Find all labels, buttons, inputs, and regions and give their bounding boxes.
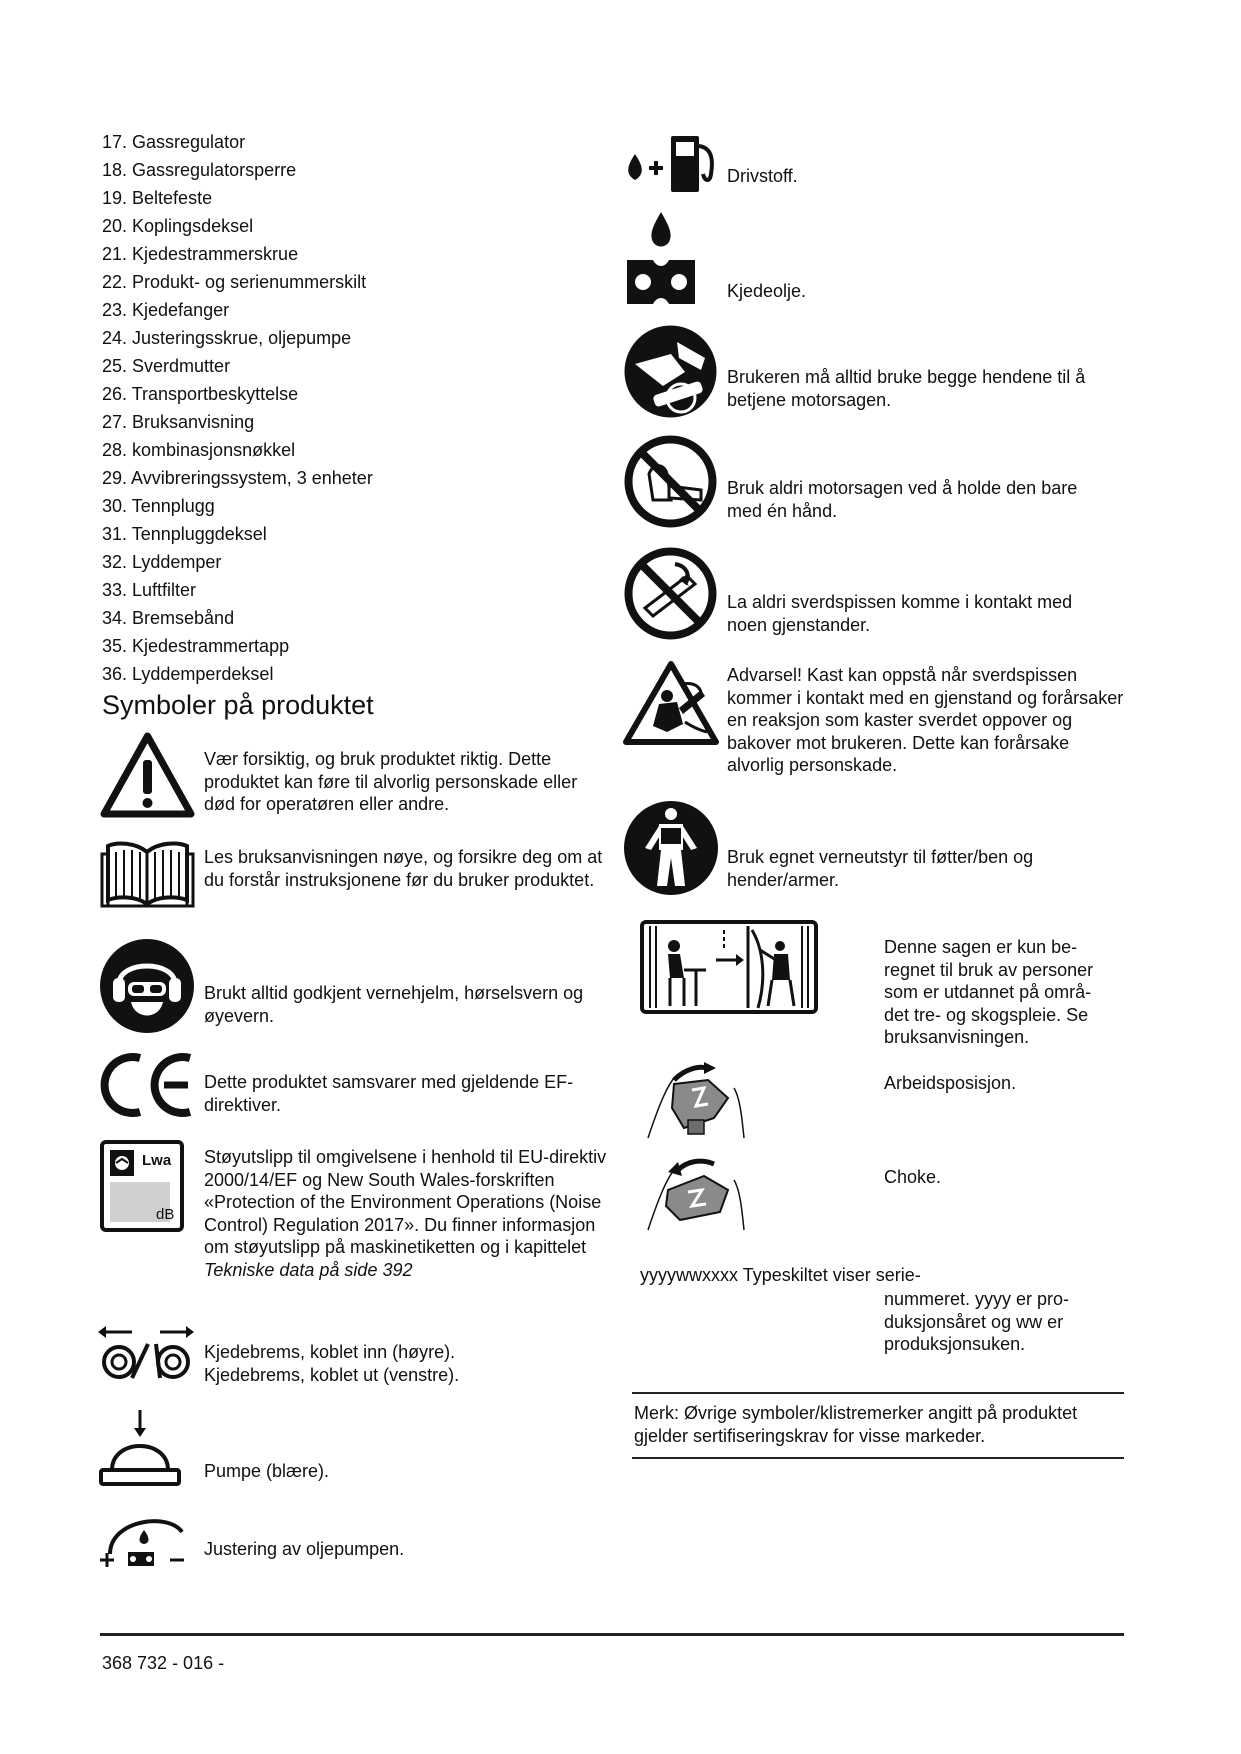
list-item: 20. Koplingsdeksel <box>102 216 254 236</box>
one-hand-prohibited-icon <box>623 434 718 529</box>
trained-text <box>884 936 1124 1049</box>
fuel-icon <box>623 128 719 198</box>
chainoil-text: Kjedeolje. <box>727 281 807 301</box>
trained-line-2: regnet til bruk av personer <box>884 959 1094 980</box>
type-plate-line <box>640 1264 1100 1287</box>
list-item: 27. Bruksanvisning <box>102 412 255 432</box>
work-position-icon <box>644 1058 754 1148</box>
primer-pump-icon <box>98 1408 182 1490</box>
oil-pump-adjust-icon <box>98 1510 194 1570</box>
pump-text: Pumpe (blære). <box>204 1461 330 1481</box>
lwa-label: Lwa <box>142 1152 172 1169</box>
choke-text: Choke. <box>884 1167 942 1187</box>
list-item: 26. Transportbeskyttelse <box>102 384 299 404</box>
list-item: 25. Sverdmutter <box>102 356 231 376</box>
kickback-text: Advarsel! Kast kan oppstå når sverdspissen kommer i kontakt med en gjenstand og forårsaker en reaksjon som kaster sverdet oppover og bakover mot brukeren. Dette kan forårsake alvorlig personskade. <box>727 665 1124 775</box>
footer-page-code: 368 732 - 016 - <box>102 1653 225 1673</box>
trained-line-3: som er utdannet på områ- <box>884 982 1092 1002</box>
note <box>634 1402 1124 1447</box>
list-item: 17. Gassregulator <box>102 132 246 152</box>
trained-line-5: bruksanvisningen. <box>884 1027 1030 1047</box>
warning-text: Vær forsiktig, og bruk produktet riktig. Dette produktet kan føre til alvorlig personskade eller død for operatøren eller andre. <box>204 749 578 814</box>
list-item: 32. Lyddemper <box>102 552 222 572</box>
list-item: 33. Luftfilter <box>102 580 197 600</box>
chainbrake-text-1: Kjedebrems, koblet inn (høyre). <box>204 1342 456 1362</box>
note-label: Merk: <box>634 1403 679 1423</box>
tip-contact-text: La aldri sverdspissen komme i kontakt med noen gjenstander. <box>727 592 1073 635</box>
list-item: 36. Lyddemperdeksel <box>102 664 274 684</box>
ppe-icon <box>623 800 719 896</box>
type-line-2: nummeret. yyyy er pro- <box>884 1289 1070 1309</box>
list-item: 34. Bremsebånd <box>102 608 235 628</box>
list-item: 29. Avvibreringssystem, 3 enheter <box>102 468 373 488</box>
both-hands-icon <box>623 324 718 419</box>
chain-oil-icon <box>623 210 699 306</box>
db-label: dB <box>156 1206 175 1223</box>
type-line-3: duksjonsåret og ww er <box>884 1311 1064 1332</box>
technical-data-link[interactable]: Tekniske data på side 392 <box>204 1259 413 1280</box>
trained-personnel-icon <box>640 920 818 1014</box>
type-line-1: Typeskiltet viser serie- <box>742 1265 921 1285</box>
list-item: 23. Kjedefanger <box>102 300 230 320</box>
list-item: 35. Kjedestrammertapp <box>102 636 290 656</box>
ce-mark-icon <box>100 1052 195 1118</box>
parts-list <box>102 128 373 688</box>
work-position-text: Arbeidsposisjon. <box>884 1073 1017 1093</box>
note-text: Øvrige symboler/klistremerker angitt på produktet gjelder sertifiseringskrav for visse markeder. <box>634 1403 1078 1446</box>
tip-contact-prohibited-icon <box>623 546 718 641</box>
list-item: 28. kombinasjonsnøkkel <box>102 440 296 460</box>
section-heading: Symboler på produktet <box>102 690 374 720</box>
ce-text: Dette produktet samsvarer med gjeldende EF-direktiver. <box>204 1072 574 1115</box>
type-code: yyyywwxxxx <box>640 1265 738 1285</box>
noise-text-body: Støyutslipp til omgivelsene i henhold til EU-direktiv 2000/14/EF og New South Wales-forskriften «Protection of the Environment Operations (Noise Control) Regulation 2017». Du finner informasjon om støyutslipp på maskinetiketten og i kapittelet <box>204 1147 607 1257</box>
chainbrake-text-2: Kjedebrems, koblet ut (venstre). <box>204 1365 460 1385</box>
kickback-warning-icon <box>623 660 719 746</box>
list-item: 30. Tennplugg <box>102 496 215 516</box>
both-hands-text: Brukeren må alltid bruke begge hendene til å betjene motorsagen. <box>727 367 1086 410</box>
protective-equipment-icon <box>99 938 195 1034</box>
fuel-text: Drivstoff. <box>727 166 798 186</box>
type-line-4: produksjonsuken. <box>884 1334 1026 1354</box>
list-item: 31. Tennpluggdeksel <box>102 524 267 544</box>
list-item: 24. Justeringsskrue, oljepumpe <box>102 328 352 348</box>
note-bottom-rule <box>632 1457 1124 1459</box>
ppe-text: Bruk egnet verneutstyr til føtter/ben og hender/armer. <box>727 847 1034 890</box>
one-hand-text: Bruk aldri motorsagen ved å holde den bare med én hånd. <box>727 478 1078 521</box>
footer-rule <box>100 1633 1124 1636</box>
type-plate-text <box>884 1288 1124 1356</box>
noise-text <box>204 1146 609 1281</box>
manual-text: Les bruksanvisningen nøye, og forsikre deg om at du forstår instruksjonene før du bruker produktet. <box>204 847 603 890</box>
manual-book-icon <box>100 840 195 910</box>
list-item: 22. Produkt- og serienummerskilt <box>102 272 367 292</box>
chain-brake-icon <box>98 1324 194 1382</box>
list-item: 19. Beltefeste <box>102 188 213 208</box>
warning-icon <box>100 732 195 818</box>
list-item: 18. Gassregulatorsperre <box>102 160 297 180</box>
oilpump-text: Justering av oljepumpen. <box>204 1539 405 1559</box>
trained-line-4: det tre- og skogspleie. Se <box>884 1004 1089 1025</box>
noise-level-icon <box>100 1140 184 1232</box>
protection-text: Brukt alltid godkjent vernehjelm, hørselsvern og øyevern. <box>204 983 584 1026</box>
choke-icon <box>644 1150 754 1240</box>
list-item: 21. Kjedestrammerskrue <box>102 244 299 264</box>
trained-line-1: Denne sagen er kun be- <box>884 937 1078 957</box>
note-top-rule <box>632 1392 1124 1394</box>
